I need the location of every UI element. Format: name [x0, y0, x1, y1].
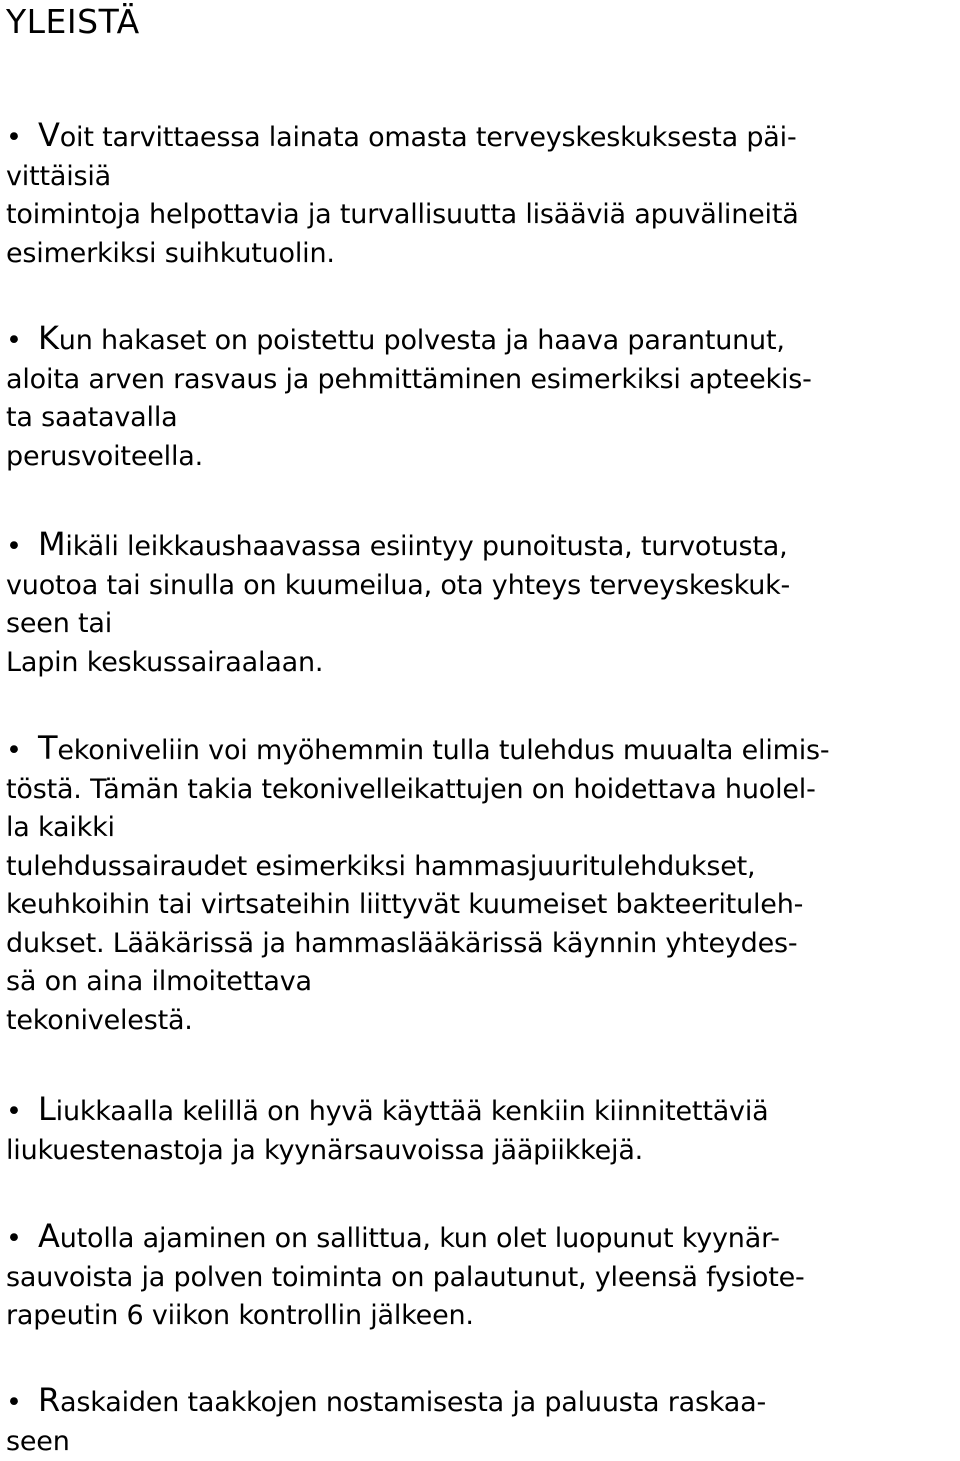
- initial-letter: M: [38, 525, 65, 563]
- item-line: toimintoja helpottavia ja turvallisuutta lisääviä apuvälineitä: [6, 196, 956, 235]
- item-line: Lapin keskussairaalaan.: [6, 644, 956, 683]
- line-text: oit tarvittaessa lainata omasta terveyskeskuksesta päi-: [60, 122, 797, 153]
- line-text: ikäli leikkaushaavassa esiintyy punoitusta, turvotusta,: [65, 531, 787, 562]
- initial-letter: R: [38, 1381, 60, 1419]
- page-heading: YLEISTÄ: [6, 0, 140, 44]
- initial-letter: K: [38, 319, 59, 357]
- item-line: tekonivelestä.: [6, 1002, 956, 1041]
- bullet: •: [6, 1220, 38, 1259]
- initial-letter: V: [38, 116, 60, 154]
- item-line: ta saatavalla: [6, 399, 956, 438]
- item-line: perusvoiteella.: [6, 438, 956, 477]
- item-line: [6, 116, 956, 158]
- item-line: [6, 1381, 956, 1423]
- line-text: iukkaalla kelillä on hyvä käyttää kenkiin kiinnitettäviä: [56, 1096, 769, 1127]
- item-line: seen tai: [6, 605, 956, 644]
- line-text: utolla ajaminen on sallittua, kun olet luopunut kyynär-: [60, 1223, 780, 1254]
- bullet: •: [6, 1384, 38, 1423]
- bullet: •: [6, 528, 38, 567]
- line-text: askaiden taakkojen nostamisesta ja paluusta raskaa-: [60, 1387, 766, 1418]
- item-line: keuhkoihin tai virtsateihin liittyvät kuumeiset bakteerituleh-: [6, 886, 956, 925]
- item-line: vuotoa tai sinulla on kuumeilua, ota yhteys terveyskeskuk-: [6, 567, 956, 606]
- item-line: tulehdussairaudet esimerkiksi hammasjuuritulehdukset,: [6, 848, 956, 887]
- item-line: la kaikki: [6, 809, 956, 848]
- bullet: •: [6, 732, 38, 771]
- item-line: esimerkiksi suihkutuolin.: [6, 235, 956, 274]
- bullet: •: [6, 322, 38, 361]
- bullet: •: [6, 119, 38, 158]
- line-text: ekoniveliin voi myöhemmin tulla tulehdus muualta elimis-: [57, 735, 829, 766]
- item-line: [6, 319, 956, 361]
- item-line: liukuestenastoja ja kyynärsauvoissa jääpiikkejä.: [6, 1132, 956, 1171]
- item-line: vittäisiä: [6, 158, 956, 197]
- initial-letter: A: [38, 1217, 60, 1255]
- item-line: [6, 729, 956, 771]
- item-line: aloita arven rasvaus ja pehmittäminen esimerkiksi apteekis-: [6, 361, 956, 400]
- line-text: un hakaset on poistettu polvesta ja haava parantunut,: [59, 325, 785, 356]
- item-line: [6, 525, 956, 567]
- list-item: [6, 116, 956, 273]
- list-item: [6, 1217, 956, 1336]
- list-item: [6, 1090, 956, 1170]
- item-line: töstä. Tämän takia tekonivelleikattujen on hoidettava huolel-: [6, 771, 956, 810]
- initial-letter: L: [38, 1090, 56, 1128]
- bullet: •: [6, 1093, 38, 1132]
- initial-letter: T: [38, 729, 57, 767]
- item-line: [6, 1217, 956, 1259]
- item-line: sä on aina ilmoitettava: [6, 963, 956, 1002]
- item-line: dukset. Lääkärissä ja hammaslääkärissä käynnin yhteydes-: [6, 925, 956, 964]
- list-item: [6, 319, 956, 476]
- list-item: [6, 525, 956, 682]
- item-line: seen: [6, 1423, 956, 1461]
- list-item: [6, 729, 956, 1040]
- item-line: sauvoista ja polven toiminta on palautunut, yleensä fysiote-: [6, 1259, 956, 1298]
- list-item: [6, 1381, 956, 1461]
- item-line: [6, 1090, 956, 1132]
- item-line: rapeutin 6 viikon kontrollin jälkeen.: [6, 1297, 956, 1336]
